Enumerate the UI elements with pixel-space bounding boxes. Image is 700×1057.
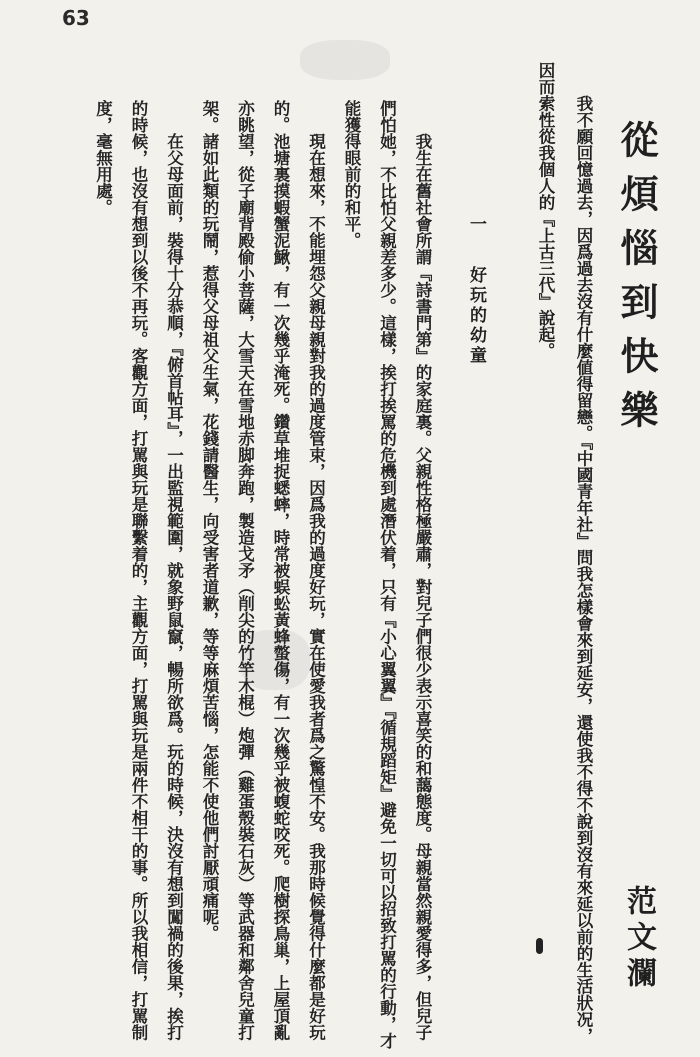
body-text (20, 100, 440, 1050)
paragraph-2: 現在想來，不能埋怨父親母親對我的過度管束，因爲我的過度好玩，實在使愛我者爲之驚惶不安。我那時候覺得什麼都是好玩的。池塘裏摸蝦蟹泥鰍，有一次幾乎淹死。鑽草堆捉蟋蟀，時常被蜈蚣黃蜂螫傷，有一次幾乎被蝮蛇咬死。爬樹探鳥巢，上屋頂亂亦眺望，從子廟背殿偷小菩薩，大雪天在雪地赤脚奔跑，製造戈矛（削尖的竹竿木棍）炮彈（雞蛋殼裝石灰）等武器和鄰舍兒童打架。諸如此類的玩鬧，惹得父母祖父生氣，花錢請醫生，向受害者道歉，等等麻煩苦惱，怎能不使他們討厭頑痛呢。 (200, 100, 326, 1041)
paragraph-3: 在父母面前，裝得十分恭順，『俯首帖耳』，一出監視範圍，就象野鼠竄，暢所欲爲。玩的時候，決沒有想到闖禍的後果，挨打的時候，也沒有想到以後不再玩。客觀方面，打駡與玩是聯繫着的，主觀方面，打駡與玩是兩件不相干的事。所以我相信，打駡制度，毫無用處。 (93, 100, 184, 1041)
page-number: 63 (62, 6, 90, 30)
intro-paragraph: 我不願回憶過去，因爲過去沒有什麼値得留戀。『中國青年社』問我怎樣會來到延安，還使我不得不說到沒有來延以前的生活狀况，因而索性從我個人的『上古三代』說起。 (536, 62, 593, 1044)
section-number: 一 (466, 215, 486, 232)
section-heading (464, 215, 489, 366)
author-name: 范文瀾 (621, 885, 656, 993)
section-title: 好玩的幼童 (466, 266, 486, 366)
paper-stain (300, 40, 390, 80)
paragraph-1: 我生在舊社會所謂『詩書門第』的家庭裏。父親性格極嚴肅，對兒子們很少表示喜笑的和藹態度。母親當然親愛得多，但兒子們怕她，不比怕父親差多少。這樣，挨打挨罵的危機到處潛伏着，只有『小心翼翼』『循規蹈矩』避免一切可以招致打駡的行動，才能獲得眼前的和平。 (342, 100, 432, 1049)
article-title: 從煩惱到快樂 (614, 120, 658, 444)
ink-dot (536, 938, 543, 954)
